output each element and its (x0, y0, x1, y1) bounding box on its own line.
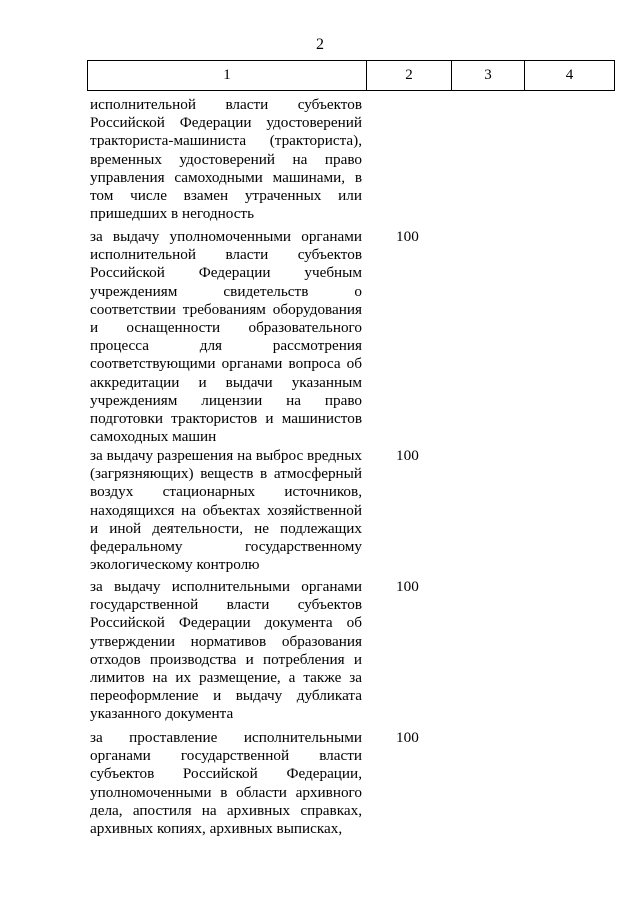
fee-amount: 100 (396, 228, 419, 245)
page-number: 2 (316, 36, 324, 53)
fee-amount: 100 (396, 729, 419, 746)
fee-description: за выдачу разрешения на выброс вредных (загрязняющих) веществ в атмосферный воздух стационарных источников, находящихся на объектах хозяйственной и иной деятельности, не подлежащих федеральному государственному экологическому контролю (90, 447, 362, 574)
fee-amount: 100 (396, 447, 419, 464)
fee-description: за выдачу исполнительными органами государственной власти субъектов Российской Федерации документа об утверждении нормативов образования отходов производства и потребления и лимитов на их размещение, а также за переоформление и выдачу дубликата указанного документа (90, 578, 362, 723)
column-header-2: 2 (367, 61, 452, 91)
column-header-4: 4 (525, 61, 615, 91)
column-header-3: 3 (452, 61, 525, 91)
fee-amount: 100 (396, 578, 419, 595)
fee-description: за выдачу уполномоченными органами исполнительной власти субъектов Российской Федерации учебным учреждениям свидетельств о соответствии требованиям оборудования и оснащенности образовательного процесса для рассмотрения соответствующими органами вопроса об аккредитации и выдачи указанным учреждениям лицензии на право подготовки трактористов и машинистов самоходных машин (90, 228, 362, 446)
fee-description: за проставление исполнительными органами государственной власти субъектов Российской Федерации, уполномоченными в области архивного дела, апостиля на архивных справках, архивных копиях, архивных выписках, (90, 729, 362, 838)
column-header-row (88, 61, 615, 91)
fee-description: исполнительной власти субъектов Российской Федерации удостоверений тракториста-машиниста (тракториста), временных удостоверений на право управления самоходными машинами, в том числе взамен утраченных или пришедших в негодность (90, 96, 362, 223)
column-header-table (87, 60, 615, 91)
column-header-1: 1 (88, 61, 367, 91)
